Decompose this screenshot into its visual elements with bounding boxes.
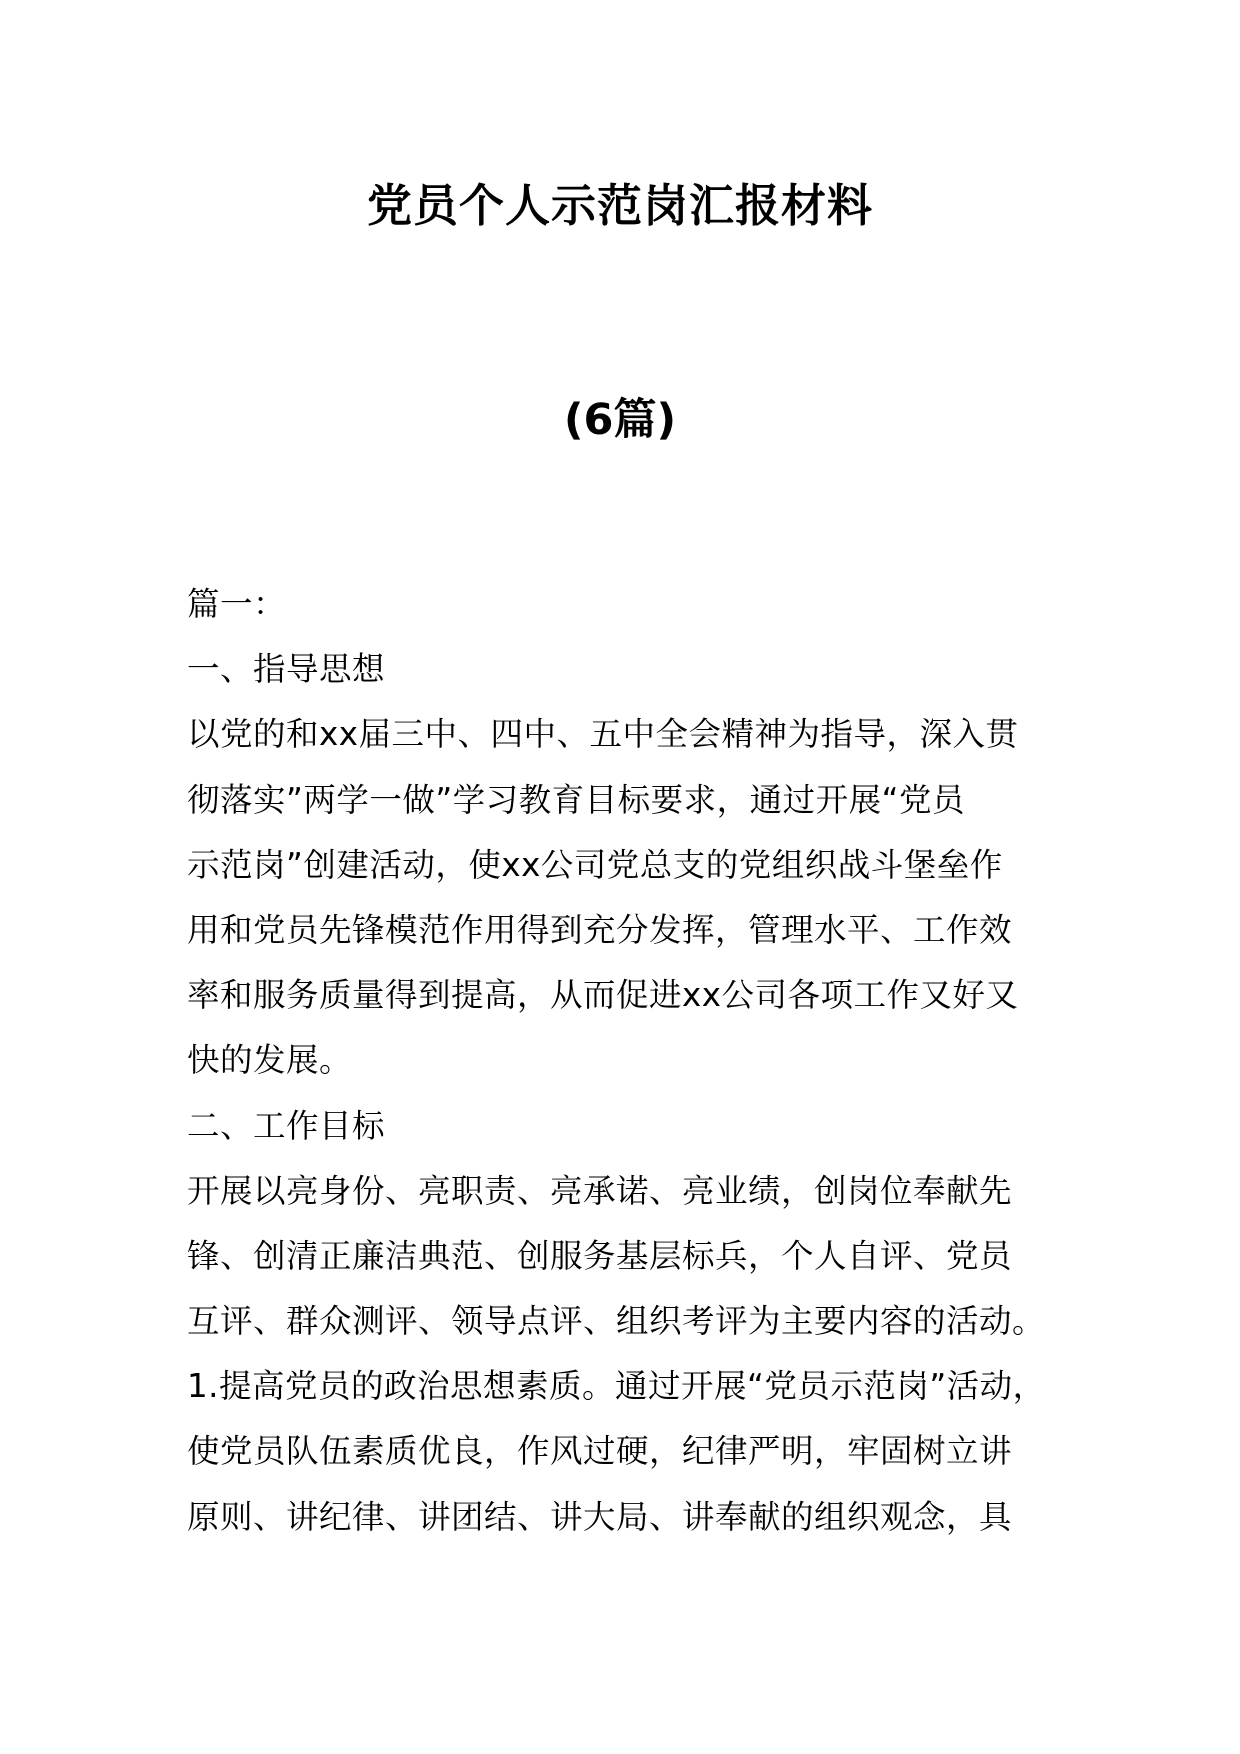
body-line: 锋、创清正廉洁典范、创服务基层标兵，个人自评、党员 xyxy=(187,1236,1013,1275)
body-line: 原则、讲纪律、讲团结、讲大局、讲奉献的组织观念，具 xyxy=(187,1497,1013,1536)
body-line: 率和服务质量得到提高，从而促进xx公司各项工作又好又 xyxy=(187,976,1019,1015)
body-line: 开展以亮身份、亮职责、亮承诺、亮业绩，创岗位奉献先 xyxy=(187,1171,1013,1210)
body-line: 示范岗”创建活动，使xx公司党总支的党组织战斗堡垒作 xyxy=(187,845,1003,884)
body-line: 1.提高党员的政治思想素质。通过开展“党员示范岗”活动， xyxy=(187,1367,1046,1406)
section-label: 篇一： xyxy=(187,585,287,623)
body-line: 以党的和xx届三中、四中、五中全会精神为指导，深入贯 xyxy=(187,715,1019,754)
body-line: 互评、群众测评、领导点评、组织考评为主要内容的活动。 xyxy=(187,1302,1046,1341)
body-line: 用和党员先锋模范作用得到充分发挥，管理水平、工作效 xyxy=(187,910,1013,949)
body-line: 使党员队伍素质优良，作风过硬，纪律严明，牢固树立讲 xyxy=(187,1432,1013,1471)
body-line: 快的发展。 xyxy=(187,1041,353,1080)
heading-work-goals: 二、工作目标 xyxy=(187,1106,386,1145)
heading-guiding-ideology: 一、指导思想 xyxy=(187,650,386,689)
document-body xyxy=(187,572,1067,1550)
document-title: 党员个人示范岗汇报材料 xyxy=(366,179,873,232)
body-line: 彻落实”两学一做”学习教育目标要求，通过开展“党员 xyxy=(187,780,966,819)
document-subtitle: (6篇) xyxy=(563,395,677,445)
